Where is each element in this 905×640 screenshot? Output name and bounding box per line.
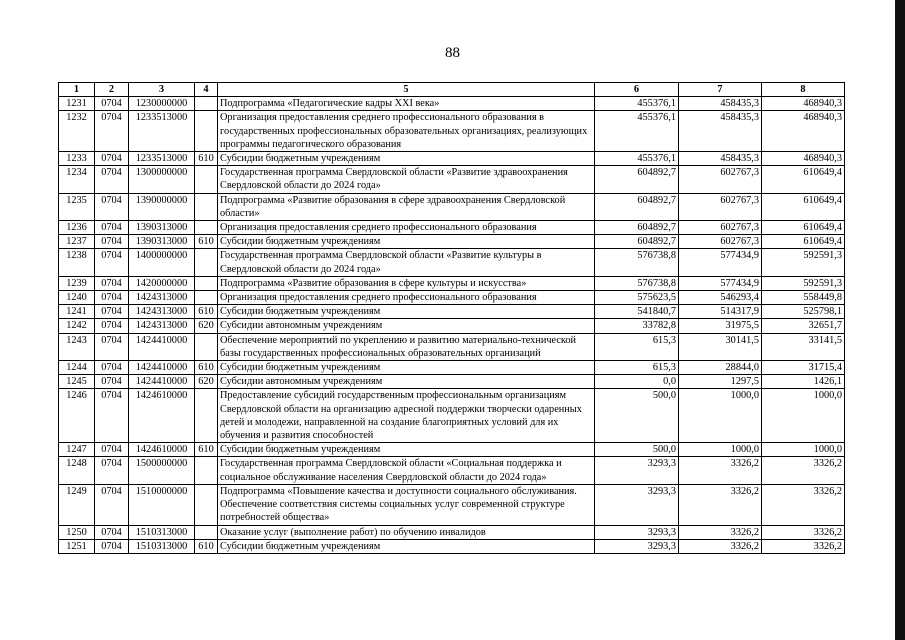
amount-col8-cell: 592591,3 xyxy=(762,276,845,290)
expense-type-cell xyxy=(195,111,218,152)
section-code-cell: 0704 xyxy=(95,525,129,539)
row-number-cell: 1242 xyxy=(59,319,95,333)
table-row xyxy=(59,525,845,539)
item-name-cell: Предоставление субсидий государственным профессиональным организациям Свердловской области на организацию адресной поддержки творчески одаренных детей и молодежи, направленной на создание благоприятных условий для их обучения и развития способностей xyxy=(218,389,595,443)
target-article-cell: 1424313000 xyxy=(129,305,195,319)
row-number-cell: 1243 xyxy=(59,333,95,360)
amount-col7-cell: 602767,3 xyxy=(679,193,762,220)
section-code-cell: 0704 xyxy=(95,235,129,249)
row-number-cell: 1241 xyxy=(59,305,95,319)
amount-col6-cell: 576738,8 xyxy=(595,249,679,276)
item-name-cell: Субсидии бюджетным учреждениям xyxy=(218,235,595,249)
target-article-cell: 1424410000 xyxy=(129,375,195,389)
amount-col7-cell: 458435,3 xyxy=(679,111,762,152)
item-name-cell: Организация предоставления среднего профессионального образования в государственных профессиональных образовательных организациях, реализующих программы педагогического образования xyxy=(218,111,595,152)
item-name-cell: Субсидии бюджетным учреждениям xyxy=(218,539,595,553)
target-article-cell: 1233513000 xyxy=(129,152,195,166)
row-number-cell: 1249 xyxy=(59,484,95,525)
expense-type-cell xyxy=(195,291,218,305)
expense-type-cell xyxy=(195,249,218,276)
amount-col7-cell: 602767,3 xyxy=(679,221,762,235)
amount-col6-cell: 604892,7 xyxy=(595,193,679,220)
section-code-cell: 0704 xyxy=(95,389,129,443)
expense-type-cell xyxy=(195,525,218,539)
row-number-cell: 1238 xyxy=(59,249,95,276)
table-row xyxy=(59,443,845,457)
section-code-cell: 0704 xyxy=(95,111,129,152)
section-code-cell: 0704 xyxy=(95,249,129,276)
amount-col8-cell: 1426,1 xyxy=(762,375,845,389)
expense-type-cell: 610 xyxy=(195,539,218,553)
expense-type-cell: 620 xyxy=(195,375,218,389)
target-article-cell: 1510313000 xyxy=(129,525,195,539)
amount-col8-cell: 558449,8 xyxy=(762,291,845,305)
section-code-cell: 0704 xyxy=(95,457,129,484)
section-code-cell: 0704 xyxy=(95,291,129,305)
amount-col7-cell: 1000,0 xyxy=(679,443,762,457)
table-row xyxy=(59,375,845,389)
section-code-cell: 0704 xyxy=(95,484,129,525)
column-header: 4 xyxy=(195,83,218,97)
amount-col6-cell: 615,3 xyxy=(595,361,679,375)
target-article-cell: 1424410000 xyxy=(129,361,195,375)
section-code-cell: 0704 xyxy=(95,276,129,290)
table-row xyxy=(59,305,845,319)
section-code-cell: 0704 xyxy=(95,539,129,553)
target-article-cell: 1390313000 xyxy=(129,235,195,249)
item-name-cell: Организация предоставления среднего профессионального образования xyxy=(218,221,595,235)
row-number-cell: 1236 xyxy=(59,221,95,235)
row-number-cell: 1237 xyxy=(59,235,95,249)
amount-col8-cell: 468940,3 xyxy=(762,152,845,166)
expense-type-cell: 610 xyxy=(195,443,218,457)
item-name-cell: Подпрограмма «Повышение качества и доступности социального обслуживания. Обеспечение соответствия системы социальных услуг современной структуре потребностей общества» xyxy=(218,484,595,525)
section-code-cell: 0704 xyxy=(95,333,129,360)
table-row xyxy=(59,166,845,193)
target-article-cell: 1420000000 xyxy=(129,276,195,290)
target-article-cell: 1510000000 xyxy=(129,484,195,525)
row-number-cell: 1244 xyxy=(59,361,95,375)
amount-col6-cell: 500,0 xyxy=(595,389,679,443)
amount-col8-cell: 610649,4 xyxy=(762,235,845,249)
amount-col7-cell: 546293,4 xyxy=(679,291,762,305)
amount-col7-cell: 577434,9 xyxy=(679,276,762,290)
amount-col6-cell: 3293,3 xyxy=(595,457,679,484)
amount-col6-cell: 576738,8 xyxy=(595,276,679,290)
item-name-cell: Субсидии автономным учреждениям xyxy=(218,319,595,333)
row-number-cell: 1239 xyxy=(59,276,95,290)
section-code-cell: 0704 xyxy=(95,375,129,389)
expense-type-cell xyxy=(195,193,218,220)
expense-type-cell xyxy=(195,276,218,290)
expense-type-cell: 610 xyxy=(195,305,218,319)
amount-col6-cell: 33782,8 xyxy=(595,319,679,333)
target-article-cell: 1424313000 xyxy=(129,319,195,333)
table-row xyxy=(59,221,845,235)
amount-col8-cell: 468940,3 xyxy=(762,111,845,152)
row-number-cell: 1231 xyxy=(59,97,95,111)
amount-col6-cell: 615,3 xyxy=(595,333,679,360)
row-number-cell: 1235 xyxy=(59,193,95,220)
amount-col7-cell: 3326,2 xyxy=(679,525,762,539)
column-header: 2 xyxy=(95,83,129,97)
amount-col6-cell: 455376,1 xyxy=(595,97,679,111)
amount-col6-cell: 455376,1 xyxy=(595,111,679,152)
column-header: 5 xyxy=(218,83,595,97)
item-name-cell: Подпрограмма «Развитие образования в сфере здравоохранения Свердловской области» xyxy=(218,193,595,220)
amount-col8-cell: 610649,4 xyxy=(762,221,845,235)
amount-col7-cell: 31975,5 xyxy=(679,319,762,333)
table-row xyxy=(59,291,845,305)
amount-col7-cell: 3326,2 xyxy=(679,457,762,484)
column-header: 3 xyxy=(129,83,195,97)
expense-type-cell: 610 xyxy=(195,235,218,249)
expense-type-cell xyxy=(195,97,218,111)
row-number-cell: 1248 xyxy=(59,457,95,484)
row-number-cell: 1250 xyxy=(59,525,95,539)
item-name-cell: Государственная программа Свердловской области «Развитие здравоохранения Свердловской области до 2024 года» xyxy=(218,166,595,193)
column-header: 7 xyxy=(679,83,762,97)
amount-col8-cell: 610649,4 xyxy=(762,193,845,220)
amount-col8-cell: 3326,2 xyxy=(762,525,845,539)
amount-col6-cell: 541840,7 xyxy=(595,305,679,319)
amount-col8-cell: 468940,3 xyxy=(762,97,845,111)
table-row xyxy=(59,193,845,220)
item-name-cell: Субсидии автономным учреждениям xyxy=(218,375,595,389)
amount-col6-cell: 0,0 xyxy=(595,375,679,389)
row-number-cell: 1234 xyxy=(59,166,95,193)
section-code-cell: 0704 xyxy=(95,221,129,235)
table-row xyxy=(59,249,845,276)
table-row xyxy=(59,276,845,290)
amount-col8-cell: 33141,5 xyxy=(762,333,845,360)
item-name-cell: Государственная программа Свердловской области «Развитие культуры в Свердловской области до 2024 года» xyxy=(218,249,595,276)
amount-col7-cell: 3326,2 xyxy=(679,484,762,525)
amount-col8-cell: 525798,1 xyxy=(762,305,845,319)
amount-col6-cell: 455376,1 xyxy=(595,152,679,166)
expense-type-cell: 610 xyxy=(195,361,218,375)
amount-col6-cell: 3293,3 xyxy=(595,525,679,539)
item-name-cell: Оказание услуг (выполнение работ) по обучению инвалидов xyxy=(218,525,595,539)
table-row xyxy=(59,319,845,333)
expense-type-cell xyxy=(195,333,218,360)
amount-col8-cell: 610649,4 xyxy=(762,166,845,193)
item-name-cell: Подпрограмма «Педагогические кадры XXI века» xyxy=(218,97,595,111)
table-row xyxy=(59,457,845,484)
amount-col7-cell: 30141,5 xyxy=(679,333,762,360)
item-name-cell: Субсидии бюджетным учреждениям xyxy=(218,152,595,166)
item-name-cell: Организация предоставления среднего профессионального образования xyxy=(218,291,595,305)
target-article-cell: 1390000000 xyxy=(129,193,195,220)
amount-col8-cell: 1000,0 xyxy=(762,443,845,457)
target-article-cell: 1424610000 xyxy=(129,443,195,457)
row-number-cell: 1247 xyxy=(59,443,95,457)
expense-type-cell xyxy=(195,457,218,484)
row-number-cell: 1246 xyxy=(59,389,95,443)
item-name-cell: Субсидии бюджетным учреждениям xyxy=(218,361,595,375)
target-article-cell: 1500000000 xyxy=(129,457,195,484)
amount-col6-cell: 604892,7 xyxy=(595,235,679,249)
section-code-cell: 0704 xyxy=(95,361,129,375)
row-number-cell: 1251 xyxy=(59,539,95,553)
target-article-cell: 1400000000 xyxy=(129,249,195,276)
amount-col8-cell: 32651,7 xyxy=(762,319,845,333)
expense-type-cell: 610 xyxy=(195,152,218,166)
section-code-cell: 0704 xyxy=(95,305,129,319)
section-code-cell: 0704 xyxy=(95,319,129,333)
amount-col7-cell: 458435,3 xyxy=(679,97,762,111)
budget-table xyxy=(58,82,845,554)
column-header: 8 xyxy=(762,83,845,97)
amount-col8-cell: 3326,2 xyxy=(762,539,845,553)
amount-col7-cell: 514317,9 xyxy=(679,305,762,319)
item-name-cell: Государственная программа Свердловской области «Социальная поддержка и социальное обслуживание населения Свердловской области до 2024 года» xyxy=(218,457,595,484)
amount-col6-cell: 575623,5 xyxy=(595,291,679,305)
page-number: 88 xyxy=(445,45,460,61)
expense-type-cell: 620 xyxy=(195,319,218,333)
table-row xyxy=(59,152,845,166)
row-number-cell: 1240 xyxy=(59,291,95,305)
item-name-cell: Подпрограмма «Развитие образования в сфере культуры и искусства» xyxy=(218,276,595,290)
table-row xyxy=(59,484,845,525)
row-number-cell: 1233 xyxy=(59,152,95,166)
amount-col8-cell: 3326,2 xyxy=(762,457,845,484)
amount-col7-cell: 458435,3 xyxy=(679,152,762,166)
section-code-cell: 0704 xyxy=(95,152,129,166)
target-article-cell: 1424313000 xyxy=(129,291,195,305)
row-number-cell: 1245 xyxy=(59,375,95,389)
amount-col7-cell: 602767,3 xyxy=(679,235,762,249)
expense-type-cell xyxy=(195,389,218,443)
amount-col6-cell: 604892,7 xyxy=(595,221,679,235)
item-name-cell: Субсидии бюджетным учреждениям xyxy=(218,305,595,319)
amount-col7-cell: 28844,0 xyxy=(679,361,762,375)
amount-col8-cell: 592591,3 xyxy=(762,249,845,276)
expense-type-cell xyxy=(195,221,218,235)
amount-col8-cell: 3326,2 xyxy=(762,484,845,525)
expense-type-cell xyxy=(195,166,218,193)
amount-col7-cell: 1297,5 xyxy=(679,375,762,389)
target-article-cell: 1230000000 xyxy=(129,97,195,111)
table-row xyxy=(59,361,845,375)
amount-col7-cell: 3326,2 xyxy=(679,539,762,553)
amount-col6-cell: 3293,3 xyxy=(595,539,679,553)
amount-col6-cell: 3293,3 xyxy=(595,484,679,525)
amount-col6-cell: 500,0 xyxy=(595,443,679,457)
target-article-cell: 1300000000 xyxy=(129,166,195,193)
target-article-cell: 1424410000 xyxy=(129,333,195,360)
amount-col7-cell: 1000,0 xyxy=(679,389,762,443)
table-header-row xyxy=(59,83,845,97)
section-code-cell: 0704 xyxy=(95,97,129,111)
target-article-cell: 1424610000 xyxy=(129,389,195,443)
section-code-cell: 0704 xyxy=(95,166,129,193)
target-article-cell: 1390313000 xyxy=(129,221,195,235)
expense-type-cell xyxy=(195,484,218,525)
table-row xyxy=(59,539,845,553)
target-article-cell: 1510313000 xyxy=(129,539,195,553)
item-name-cell: Субсидии бюджетным учреждениям xyxy=(218,443,595,457)
column-header: 6 xyxy=(595,83,679,97)
amount-col8-cell: 1000,0 xyxy=(762,389,845,443)
amount-col7-cell: 602767,3 xyxy=(679,166,762,193)
table-row xyxy=(59,235,845,249)
section-code-cell: 0704 xyxy=(95,193,129,220)
table-row xyxy=(59,97,845,111)
column-header: 1 xyxy=(59,83,95,97)
amount-col6-cell: 604892,7 xyxy=(595,166,679,193)
section-code-cell: 0704 xyxy=(95,443,129,457)
amount-col8-cell: 31715,4 xyxy=(762,361,845,375)
item-name-cell: Обеспечение мероприятий по укреплению и развитию материально-технической базы государственных профессиональных образовательных организаций xyxy=(218,333,595,360)
table-row xyxy=(59,389,845,443)
row-number-cell: 1232 xyxy=(59,111,95,152)
amount-col7-cell: 577434,9 xyxy=(679,249,762,276)
table-row xyxy=(59,111,845,152)
target-article-cell: 1233513000 xyxy=(129,111,195,152)
table-row xyxy=(59,333,845,360)
